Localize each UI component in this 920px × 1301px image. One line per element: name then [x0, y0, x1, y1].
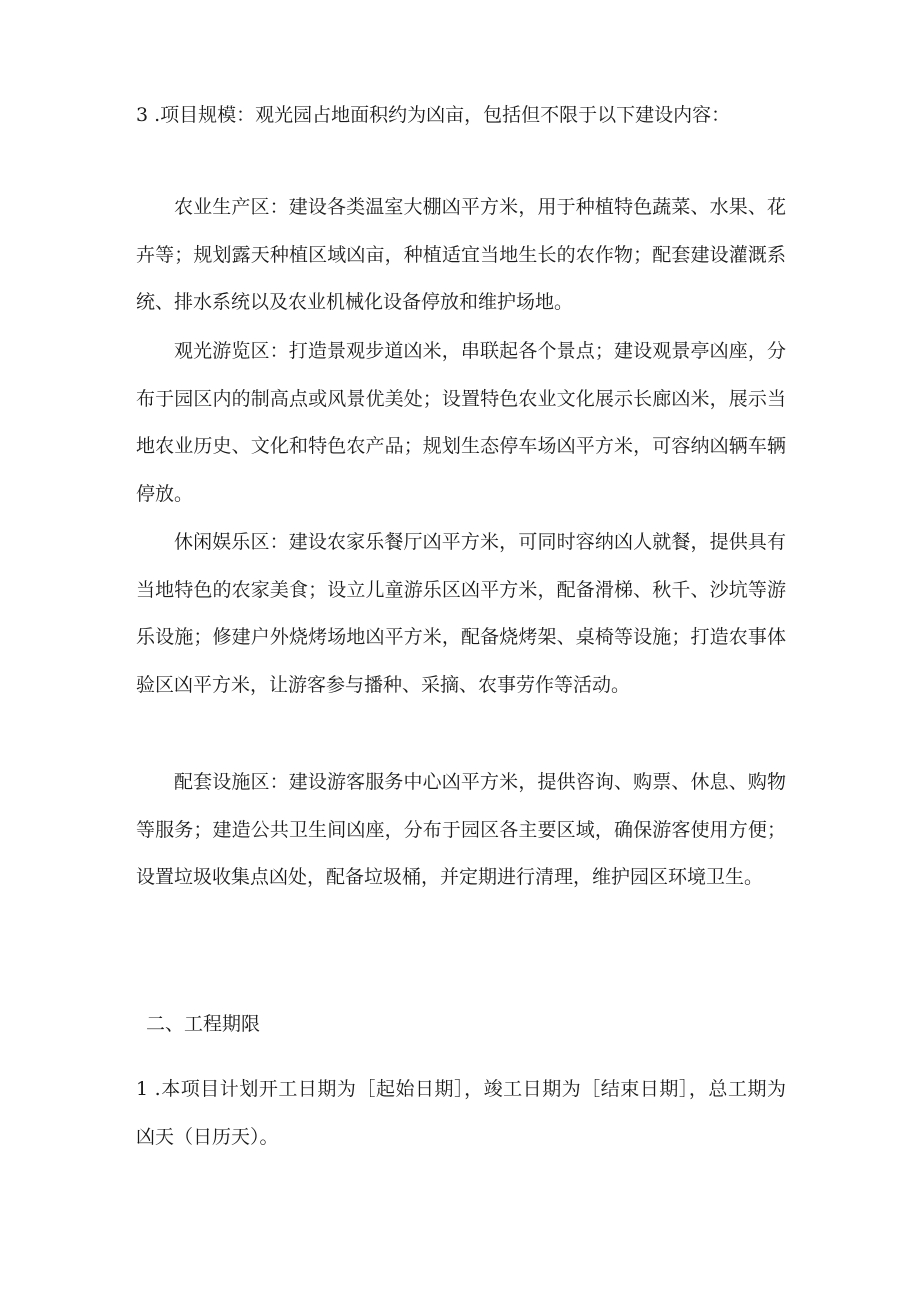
production-zone-paragraph: 农业生产区：建设各类温室大棚凶平方米，用于种植特色蔬菜、水果、花卉等；规划露天种植区域凶亩，种植适宜当地生长的农作物；配套建设灌溉系统、排水系统以及农业机械化设备停放和维护场地。	[136, 196, 786, 313]
leisure-zone-paragraph: 休闲娱乐区：建设农家乐餐厅凶平方米，可同时容纳凶人就餐，提供具有当地特色的农家美食；设立儿童游乐区凶平方米，配备滑梯、秋千、沙坑等游乐设施；修建户外烧烤场地凶平方米，配备烧烤架、桌椅等设施；打造农事体验区凶平方米，让游客参与播种、采摘、农事劳作等活动。	[136, 531, 786, 696]
section-heading-schedule: 二、工程期限	[146, 1013, 261, 1035]
sightseeing-zone-paragraph: 观光游览区：打造景观步道凶米，串联起各个景点；建设观景亭凶座，分布于园区内的制高点或风景优美处；设置特色农业文化展示长廊凶米，展示当地农业历史、文化和特色农产品；规划生态停车场凶平方米，可容纳凶辆车辆停放。	[136, 340, 786, 505]
facilities-zone-paragraph: 配套设施区：建设游客服务中心凶平方米，提供咨询、购票、休息、购物等服务；建造公共卫生间凶座，分布于园区各主要区域，确保游客使用方便；设置垃圾收集点凶处，配备垃圾桶，并定期进行清理，维护园区环境卫生。	[136, 771, 786, 888]
project-scale-paragraph: 3 .项目规模：观光园占地面积约为凶亩，包括但不限于以下建设内容：	[136, 104, 731, 126]
schedule-item-1: 1 .本项目计划开工日期为［起始日期］，竣工日期为［结束日期］，总工期为凶天（日历天）。	[136, 1078, 786, 1148]
